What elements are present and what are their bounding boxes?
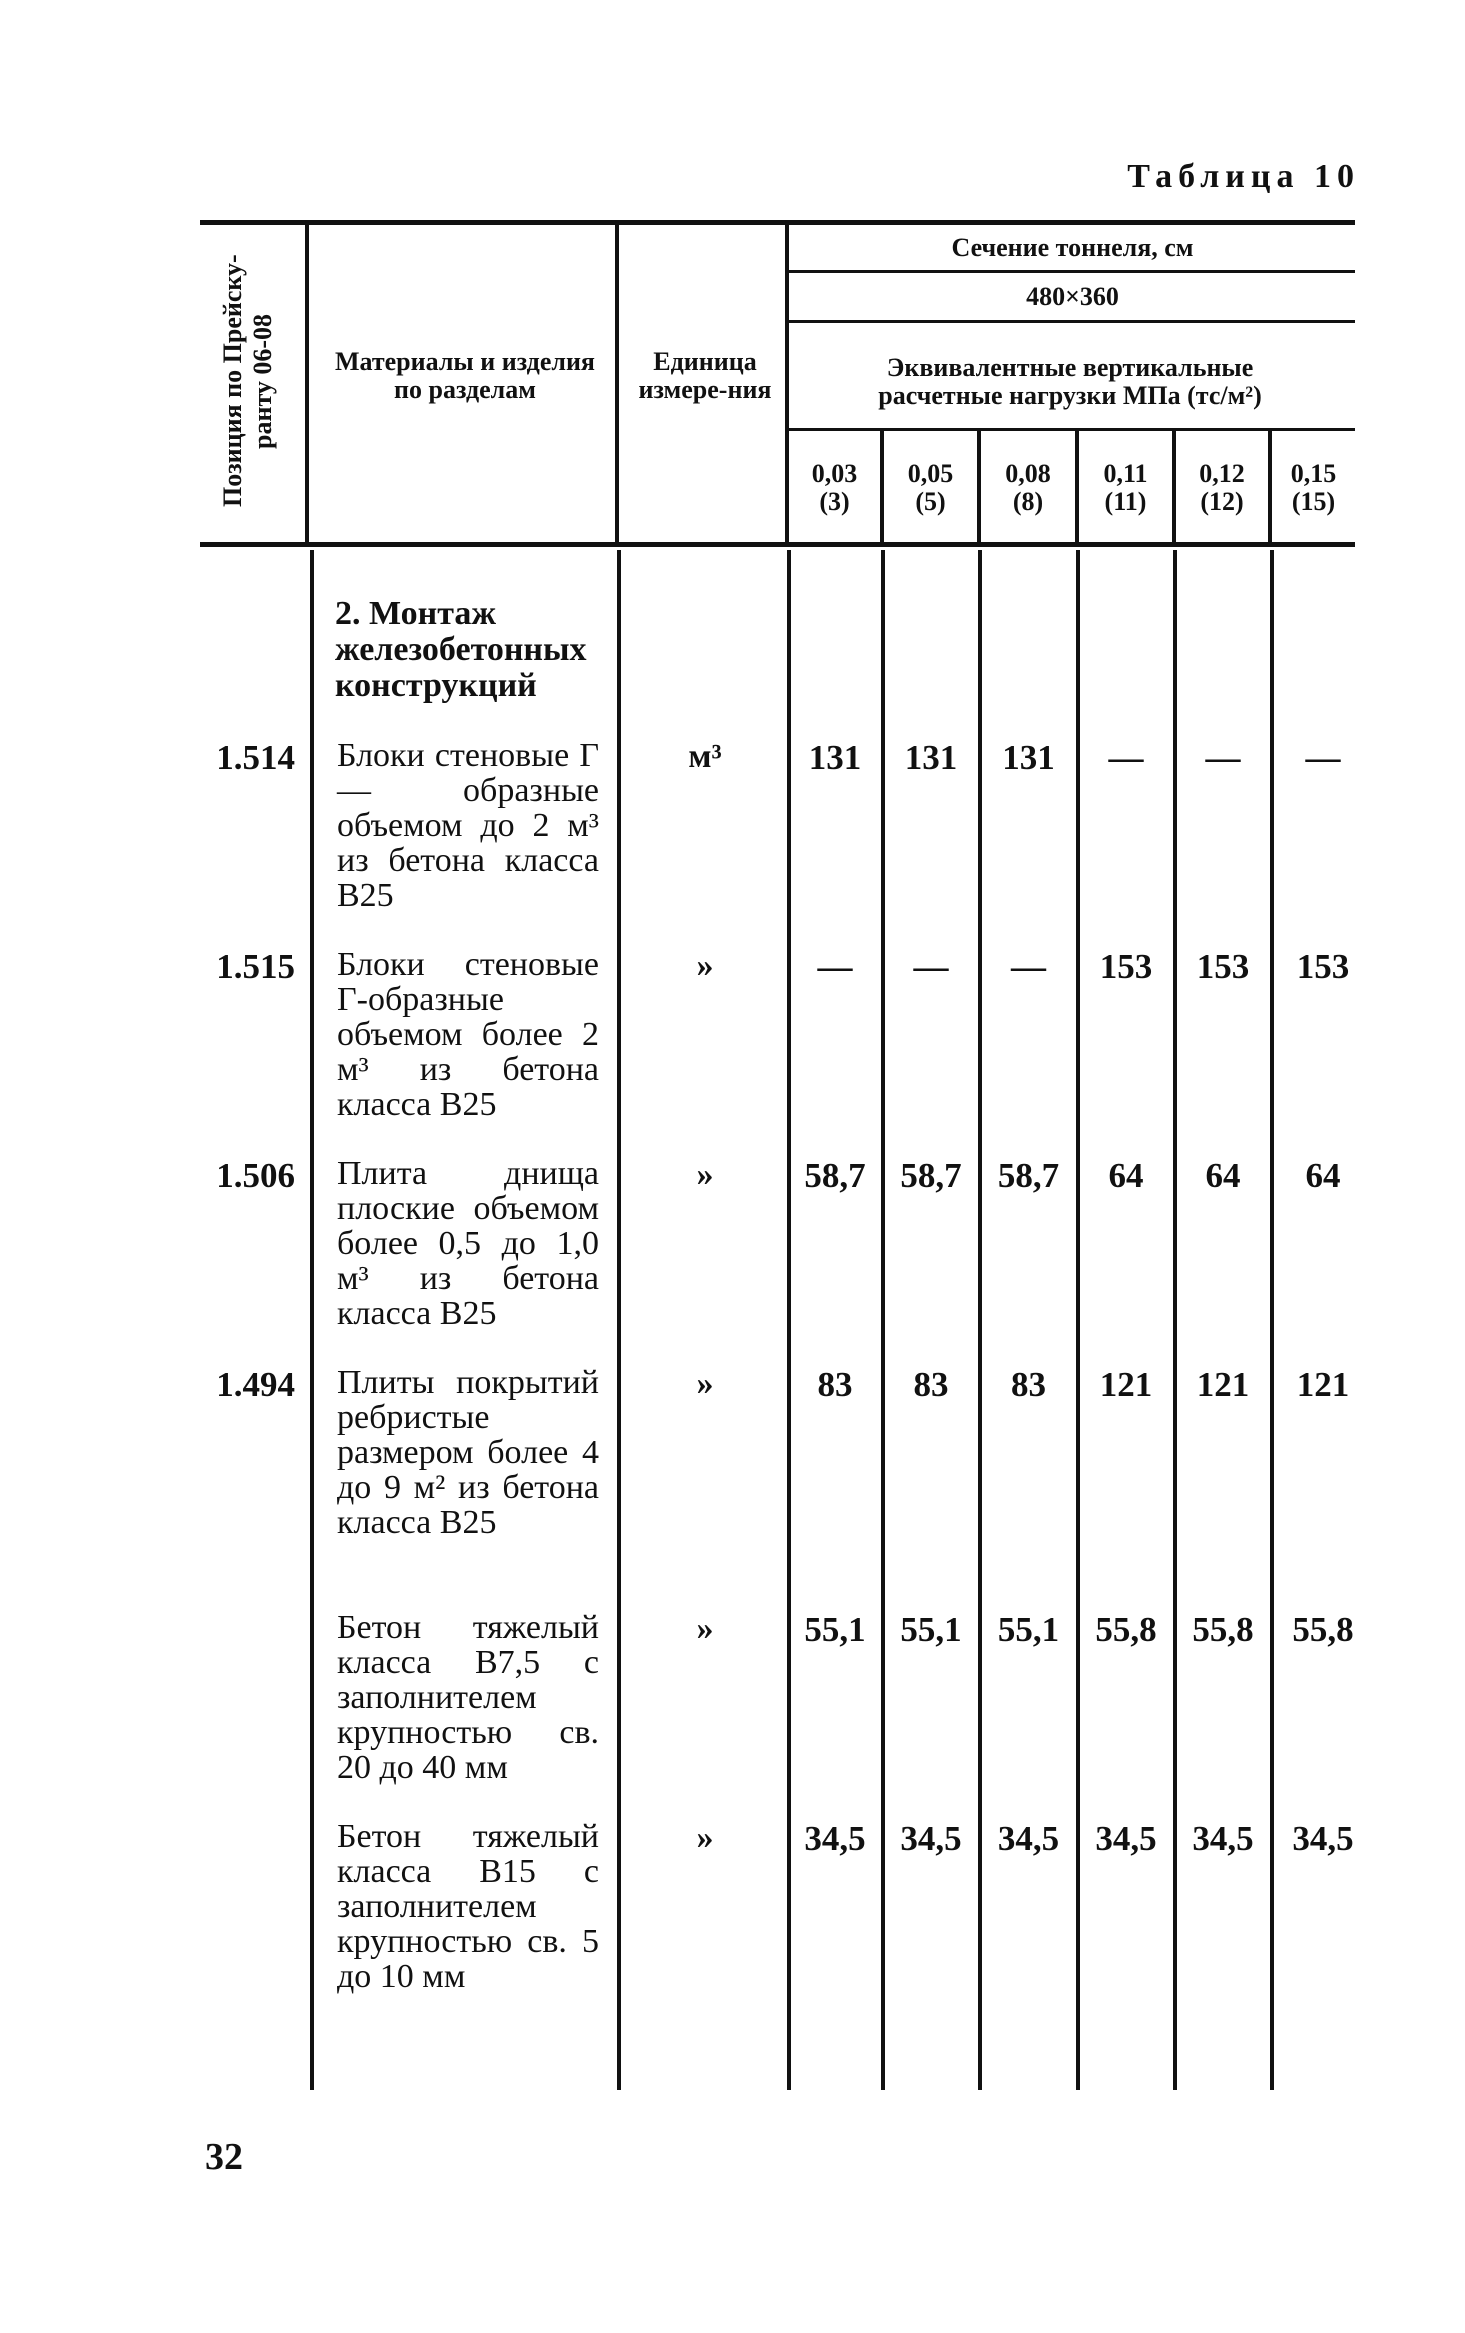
row-value: 153 (1099, 947, 1153, 986)
section-title: 2. Монтаж железобетонных конструкций (335, 595, 587, 704)
row-value: 55,1 (804, 1610, 866, 1649)
row-value: — (913, 947, 949, 986)
row-unit: » (696, 1156, 714, 1193)
header-materials: Материалы и изделия по разделам (335, 347, 595, 404)
row-value: 34,5 (1192, 1819, 1254, 1858)
load-column-header: 0,05 (5) (907, 459, 954, 516)
header-col-divider (305, 225, 309, 542)
row-material: Плита днища плоские объемом более 0,5 до 1,0 м³ из бетона класса В25 (337, 1155, 599, 1332)
row-unit: » (696, 1365, 714, 1402)
row-value: 83 (817, 1365, 853, 1404)
row-value: 34,5 (1095, 1819, 1157, 1858)
row-value: — (1108, 738, 1144, 777)
row-position: 1.515 (216, 947, 295, 986)
row-value: — (1205, 738, 1241, 777)
row-position: 1.514 (216, 738, 295, 777)
row-position: 1.506 (216, 1156, 295, 1195)
body-col-divider (787, 550, 791, 2090)
row-value: — (1305, 738, 1341, 777)
row-material: Плиты покрытий ребристые размером более 4 до 9 м² из бетона класса В25 (337, 1364, 599, 1541)
header-position-cell (200, 222, 300, 540)
body-col-divider (1270, 550, 1274, 2090)
body-col-divider (617, 550, 621, 2090)
row-position: 1.494 (216, 1365, 295, 1404)
header-loads: Эквивалентные вертикальные расчетные нагрузки МПа (тс/м²) (878, 353, 1262, 410)
row-value: 131 (904, 738, 958, 777)
row-value: 58,7 (997, 1156, 1060, 1195)
row-value: 34,5 (804, 1819, 866, 1858)
header-position: Позиция по Прейску-ранту 06-08 (218, 254, 277, 508)
row-value: 121 (1099, 1365, 1153, 1404)
load-column-header: 0,12 (12) (1199, 459, 1245, 516)
row-material: Бетон тяжелый класса В15 с заполнителем крупностью св. 5 до 10 мм (337, 1818, 599, 1995)
load-column-header: 0,15 (15) (1290, 459, 1337, 516)
body-col-divider (1076, 550, 1080, 2090)
row-value: 153 (1196, 947, 1250, 986)
body-col-divider (310, 550, 314, 2090)
row-value: 34,5 (997, 1819, 1060, 1858)
row-value: 34,5 (900, 1819, 962, 1858)
row-value: 83 (1011, 1365, 1046, 1404)
row-value: 64 (1108, 1156, 1144, 1195)
row-unit: » (696, 1819, 714, 1856)
row-unit: » (696, 947, 714, 984)
row-unit: м³ (688, 738, 722, 775)
row-value: 34,5 (1292, 1819, 1354, 1858)
table-title: Таблица 10 (1127, 158, 1360, 195)
row-value: 121 (1296, 1365, 1350, 1404)
header-section: Сечение тоннеля, см (951, 233, 1194, 262)
row-material: Блоки стеновые Г-образные объемом более 2 м³ из бетона класса В25 (337, 946, 599, 1123)
row-material: Бетон тяжелый класса В7,5 с заполнителем крупностью св. 20 до 40 мм (337, 1609, 599, 1786)
row-value: 121 (1196, 1365, 1250, 1404)
header-unit: Единица измере-ния (638, 347, 772, 404)
header-rule-size (785, 320, 1355, 323)
row-value: 83 (913, 1365, 949, 1404)
header-size: 480×360 (1026, 282, 1119, 311)
row-value: 58,7 (900, 1156, 962, 1195)
row-value: 64 (1205, 1156, 1241, 1195)
table-top-rule (200, 220, 1355, 225)
row-value: 55,1 (900, 1610, 962, 1649)
body-col-divider (1173, 550, 1177, 2090)
header-rule-section (785, 270, 1355, 273)
page-number: 32 (205, 2136, 243, 2178)
load-column-header: 0,11 (11) (1103, 459, 1148, 516)
row-value: — (817, 947, 853, 986)
row-value: — (1011, 947, 1046, 986)
row-value: 64 (1305, 1156, 1341, 1195)
row-value: 55,8 (1095, 1610, 1157, 1649)
load-column-header: 0,03 (3) (811, 459, 858, 516)
row-material: Блоки стеновые Г — образные объемом до 2 м³ из бетона класса В25 (337, 737, 599, 914)
row-value: 55,1 (997, 1610, 1060, 1649)
row-value: 58,7 (804, 1156, 866, 1195)
row-value: 55,8 (1192, 1610, 1254, 1649)
header-col-divider (615, 225, 619, 542)
row-value: 55,8 (1292, 1610, 1354, 1649)
header-bottom-rule (200, 542, 1355, 547)
row-value: 131 (808, 738, 862, 777)
body-col-divider (881, 550, 885, 2090)
row-value: 153 (1296, 947, 1350, 986)
body-col-divider (978, 550, 982, 2090)
load-column-header: 0,08 (8) (1005, 459, 1051, 516)
row-unit: » (696, 1610, 714, 1647)
row-value: 131 (1002, 738, 1055, 777)
